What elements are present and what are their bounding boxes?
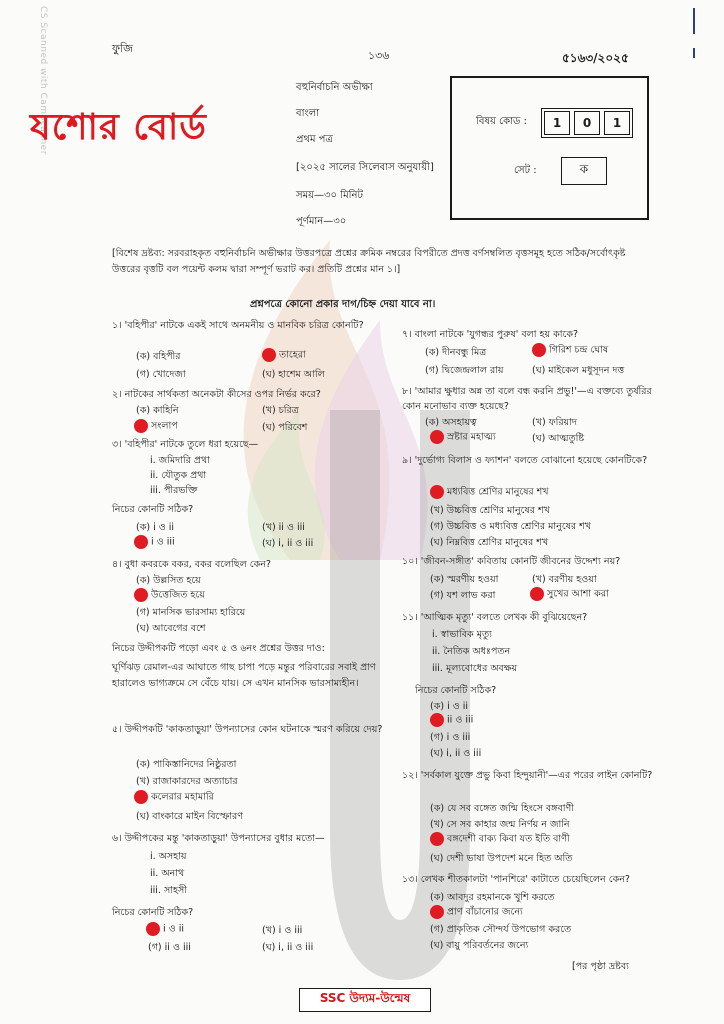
answer-option: স্রষ্টার মহাত্ম্য (430, 430, 496, 446)
filled-circle-icon (530, 587, 544, 601)
filled-circle-icon (430, 485, 444, 499)
which-correct: নিচের কোনটি সঠিক? (112, 504, 194, 515)
option: (খ) i ও iii (262, 925, 303, 936)
no-mark-warning: প্রশ্নপত্রে কোনো প্রকার দাগ/চিহ্ন দেয়া যাবে না। (250, 299, 436, 310)
statement: ii. অনাথ (150, 868, 185, 879)
option: (ক) i ও ii (430, 701, 469, 712)
option: (খ) উচ্চবিত্ত শ্রেণির মানুষের শখ (430, 505, 550, 516)
question-6: ৬। উদ্দীপকের মন্তু 'কাকতাড়ুয়া' উপন্যাসের বুধার মতো— (112, 833, 325, 844)
answer-option: মধ্যবিত্ত শ্রেণির মানুষের শখ (430, 485, 549, 501)
option: (ক) উল্লসিত হয়ে (136, 575, 201, 586)
subject-code-label: বিষয় কোড : (476, 116, 527, 127)
answer-option: গিরিশ চন্দ্র ঘোষ (532, 343, 608, 359)
code-digit: 1 (544, 111, 570, 135)
subject: বাংলা (296, 108, 320, 119)
which-correct: নিচের কোনটি সঠিক? (112, 907, 194, 918)
option: (গ) i ও iii (430, 732, 471, 743)
question-11: ১১। 'আত্মিক মৃত্যু' বলতে লেখক কী বুঝিয়েছেন? (402, 612, 588, 623)
question-13: ১৩। লেখক শীতকালটা 'পানশিরে' কাটাতে চেয়েছিলেন কেন? (402, 874, 630, 885)
instruction-note: [বিশেষ দ্রষ্টব্য: সরবরাহকৃত বহুনির্বাচনি অভীক্ষার উত্তরপত্রে প্রশ্নের ক্রমিক নম্বরের বিপরীতে প্রদত্ত বর্ণসম্বলিত বৃত্তসমূহ হতে সঠিক/সর্বোৎকৃষ্ট উত্তরের বৃত্তটি বল পয়েন্ট কলম দ্বারা সম্পূর্ণ ভরাট কর। প্রতিটি প্রশ্নের মান ১।] (112, 248, 626, 275)
filled-circle-icon (134, 535, 148, 549)
set-value: ক (561, 157, 607, 185)
full-marks: পূর্ণমান—৩০ (296, 216, 347, 227)
statement: i. স্বাভাবিক মৃত্যু (432, 629, 492, 640)
option: (খ) সে সব কাহার জন্ম নির্ণয় ন জানি (430, 819, 570, 830)
code-box (450, 76, 649, 220)
option: (ক) কাহিনি (136, 405, 179, 416)
footer-brand: SSC উদ্যম-উন্মেষ (299, 988, 431, 1012)
statement: ii. নৈতিক অধঃপতন (432, 646, 511, 657)
question-12: ১২। 'সর্বকাল যুক্তে প্রভু কিবা হিন্দুয়ানী'—এর পরের লাইন কোনটি? (402, 770, 653, 781)
option: (খ) ফরিয়াদ (532, 417, 577, 428)
question-5: ৫। উদ্দীপকটি 'কাকতাড়ুয়া' উপন্যাসের কোন ঘটনাকে স্মরণ করিয়ে দেয়? (112, 724, 383, 735)
answer-option: তাহেরা (262, 348, 306, 364)
syllabus: [২০২৫ সালের সিলেবাস অনুযায়ী] (296, 162, 434, 173)
edge-mark-lower (693, 48, 695, 58)
answer-option: উত্তেজিত হয়ে (134, 588, 205, 604)
option: (ক) যে সব বঙ্গেত জন্মি হিংসে বঙ্গবাণী (430, 803, 574, 814)
option: (ক) বহিপীর (136, 351, 181, 362)
filled-circle-icon (134, 419, 148, 433)
statement: ii. যৌতুক প্রথা (150, 470, 207, 481)
filled-circle-icon (430, 430, 444, 444)
question-10: ১০। 'জীবন-সঙ্গীত' কবিতায় কোনটি জীবনের উদ্দেশ্য নয়? (402, 556, 621, 567)
paper: প্রথম পত্র (296, 134, 333, 145)
filled-circle-icon (262, 348, 276, 362)
option: (ঘ) হাশেম আলি (262, 369, 325, 380)
option: (গ) যশ লাভ করা (430, 590, 496, 601)
option: (ক) স্মরণীয় হওয়া (430, 574, 499, 585)
option: (ঘ) i, ii ও iii (262, 942, 314, 953)
question-2: ২। নাটকের সার্থকতা অনেকটা কীসের ওপর নির্ভর করে? (112, 389, 321, 400)
stimulus-intro: নিচের উদ্দীপকটি পড়ো এবং ৫ ও ৬নং প্রশ্নের উত্তর দাও: (112, 643, 325, 654)
code-digit: 0 (574, 111, 600, 135)
filled-circle-icon (146, 922, 160, 936)
statement: iii. পীরভক্তি (150, 485, 198, 496)
filled-circle-icon (134, 790, 148, 804)
option: (ঘ) আবেগের বশে (136, 623, 206, 634)
option: (ঘ) মাইকেল মধুসূদন দত্ত (532, 365, 625, 376)
scanner-mark: CS Scanned with CamScanner (38, 6, 48, 155)
set-label: সেট : (514, 165, 537, 176)
stimulus: ঘূর্ণিঝড় রেমাল-এর আঘাতে গাছ চাপা পড়ে মন্তুর পরিবারের সবাই প্রাণ হারালেও ভাগ্যক্রমে সে বেঁচে যায়। সে এখন মানসিক ভারসাম্যহীন। (112, 662, 376, 689)
option: (গ) উচ্চবিত্ত ও মধ্যবিত্ত শ্রেণির মানুষের শখ (430, 521, 592, 532)
option: (খ) ii ও iii (262, 522, 305, 533)
answer-option: প্রাণ বাঁচানোর জন্যে (430, 905, 523, 921)
code-digit: 1 (604, 111, 630, 135)
answer-option: i ও ii (146, 922, 184, 938)
page-number: ১৩৬ (368, 49, 390, 62)
exam-code: ৫১৬৩/২০২৫ (562, 51, 629, 65)
option: (ঘ) i, ii ও iii (430, 748, 482, 759)
option: (ক) অসহায়ত্ব (425, 417, 477, 428)
statement: iii. সাহসী (150, 885, 187, 896)
option: (খ) বরণীয় হওয়া (532, 574, 597, 585)
statement: iii. মূল্যবোধের অবক্ষয় (432, 663, 518, 674)
option: (খ) রাজাকারদের অত্যাচার (136, 776, 238, 787)
option: (ক) আবদুর রহমানকে খুশি করতে (430, 892, 555, 903)
answer-option: বঙ্গদেশী বাক্য কিবা যত ইতি বাণী (430, 832, 570, 848)
option: (গ) ii ও iii (148, 942, 191, 953)
filled-circle-icon (430, 713, 444, 727)
option: (গ) দ্বিজেন্দ্রলাল রায় (425, 365, 504, 376)
option: (ক) দীনবন্ধু মিত্র (425, 347, 487, 358)
option: (গ) মানসিক ভারসাম্য হারিয়ে (136, 607, 246, 618)
answer-option: সুখের আশা করা (530, 587, 609, 603)
exam-time: সময়—৩০ মিনিট (296, 190, 363, 201)
question-9: ৯। 'দুর্ভোগ্য বিলাস ও ফ্যাশন' বলতে বোঝানো হয়েছে কোনটিকে? (402, 455, 648, 466)
exam-type: বহুনির্বাচনি অভীক্ষা (296, 82, 373, 93)
option: (খ) চরিত্র (262, 405, 299, 416)
filled-circle-icon (134, 588, 148, 602)
board-title: যশোর বোর্ড (30, 107, 207, 148)
option: (গ) প্রাকৃতিক সৌন্দর্য উপভোগ করতে (430, 924, 572, 935)
edge-mark (693, 8, 695, 34)
filled-circle-icon (430, 905, 444, 919)
option: (ঘ) বাংকারে মাইন বিস্ফোরণ (136, 811, 244, 822)
option: (ঘ) দেশী ভাষা উপদেশ মনে হিত অতি (430, 853, 573, 864)
answer-option: ii ও iii (430, 713, 473, 729)
option: (ঘ) i, ii ও iii (262, 538, 314, 549)
statement: i. জমিদারি প্রথা (150, 455, 210, 466)
corner-label: ফুজি (112, 42, 134, 55)
filled-circle-icon (430, 832, 444, 846)
question-8: ৮। 'আমার ক্ষুধার অন্ন তা বলে বন্ধ করনি প্রভু!'—এ বক্তব্যে তুর্ষরির কোন মনোভাব ব্যক্ত হয়েছে? (402, 386, 652, 412)
statement: i. অসহায় (150, 851, 187, 862)
option: (ঘ) নিম্নবিত্ত শ্রেণির মানুষের শখ (430, 537, 549, 548)
option: (গ) খোদেজা (136, 369, 186, 380)
option: (ক) পাকিস্তানিদের নিষ্ঠুরতা (136, 759, 237, 770)
question-7: ৭। বাংলা নাটকে 'যুগন্ধর পুরুষ' বলা হয় কাকে? (402, 329, 579, 340)
option: (ক) i ও ii (136, 522, 175, 533)
filled-circle-icon (532, 343, 546, 357)
continued-note: [পর পৃষ্ঠা দ্রষ্টব্য (572, 961, 629, 972)
option: (ঘ) আত্মতুষ্টি (532, 433, 585, 444)
which-correct: নিচের কোনটি সঠিক? (415, 685, 497, 696)
option: (ঘ) বায়ু পরিবর্তনের জন্যে (430, 940, 529, 951)
answer-option: i ও iii (134, 535, 175, 551)
question-4: ৪। বুধা কবরকে বকর, বকর বলেছিল কেন? (112, 559, 271, 570)
subject-code (541, 108, 633, 138)
question-1: ১। 'বহিপীর' নাটকে একই সাথে অনমনীয় ও মানবিক চরিত্র কোনটি? (112, 320, 364, 331)
question-3: ৩। 'বহিপীর' নাটকে তুলে ধরা হয়েছে— (112, 439, 259, 450)
answer-option: সংলাপ (134, 419, 178, 435)
option: (ঘ) পরিবেশ (262, 422, 308, 433)
answer-option: কলেরার মহামারি (134, 790, 214, 806)
